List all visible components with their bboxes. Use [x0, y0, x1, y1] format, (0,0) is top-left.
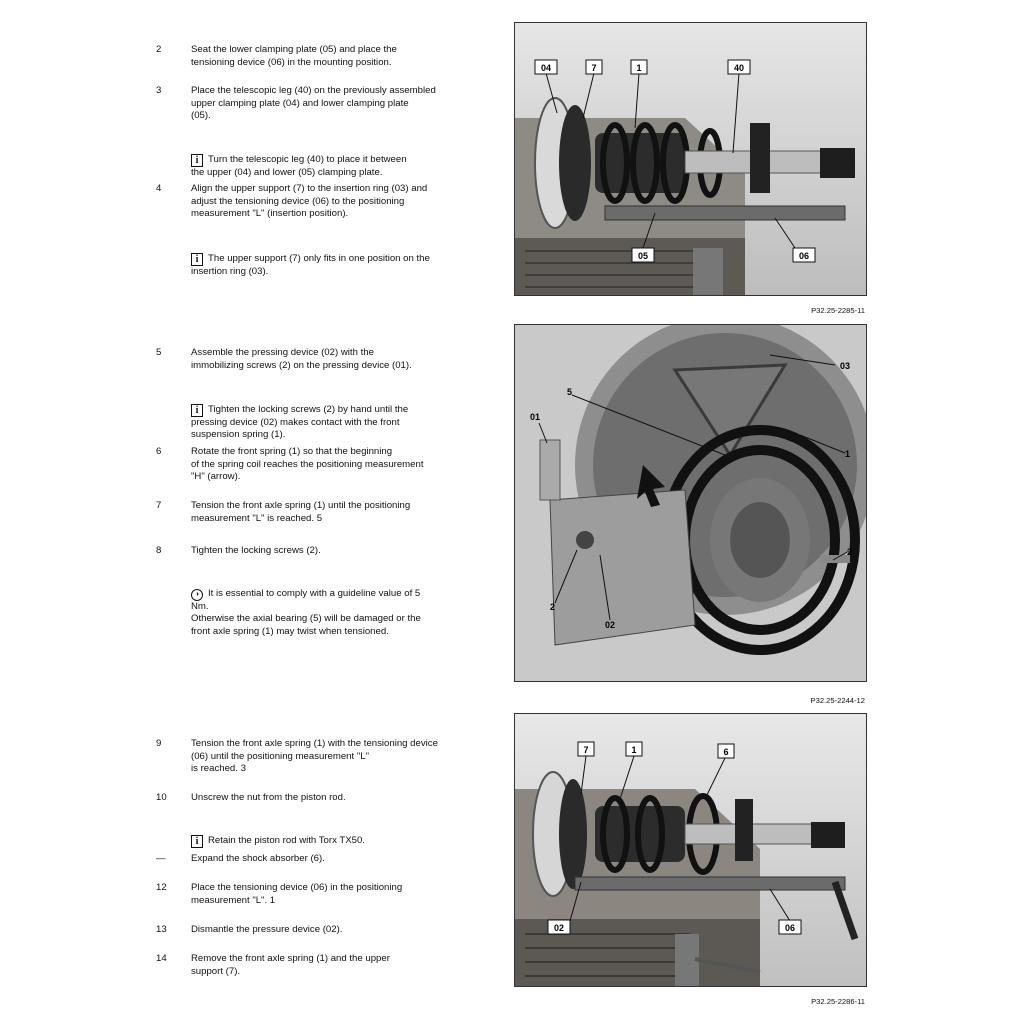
callout-1: 1 [636, 63, 642, 73]
step-number: 2 [156, 44, 162, 55]
step-text: Tension the front axle spring (1) with the tensioning device (06) until the positioning measurement "L" is reached. 3 [191, 738, 438, 774]
step-text: Assemble the pressing device (02) with the immobilizing screws (2) on the pressing device (01). [191, 347, 412, 371]
step-text: Seat the lower clamping plate (05) and place the tensioning device (06) in the mounting position. [191, 44, 397, 68]
callout-40: 40 [733, 63, 745, 73]
info-note [191, 391, 466, 442]
step-number: 7 [156, 500, 162, 511]
step-number: 14 [156, 953, 167, 964]
callout-6: 6 [723, 747, 729, 757]
callout-04: 04 [540, 63, 552, 73]
info-note [191, 240, 466, 278]
step-text: Dismantle the pressure device (02). [191, 924, 343, 935]
step-text: Tighten the locking screws (2). [191, 545, 321, 556]
info-icon: i [191, 404, 203, 417]
callout-5: 5 [567, 387, 573, 397]
step-text: Place the telescopic leg (40) on the previously assembled upper clamping plate (04) and lower clamping plate (05). [191, 85, 436, 121]
step-text: Place the tensioning device (06) in the positioning measurement "L". 1 [191, 882, 403, 906]
step-number: 9 [156, 738, 162, 749]
callout-1: 1 [845, 449, 851, 459]
figure-caption: P32.25-2286-11 [811, 997, 865, 1006]
figure-strut-mounting [514, 22, 867, 296]
note-text: It is essential to comply with a guideline value of 5 Nm. Otherwise the axial bearing (5) will be damaged or the front axle spring (1) may twist when tensioned. [191, 587, 421, 637]
callout-02: 02 [553, 923, 565, 933]
info-note [191, 141, 466, 179]
step-number: — [156, 853, 166, 864]
step-number: 3 [156, 85, 162, 96]
callout-06: 06 [784, 923, 796, 933]
note-text: Tighten the locking screws (2) by hand until the pressing device (02) makes contact with the front suspension spring (1). [191, 403, 409, 440]
info-icon: i [191, 835, 203, 848]
step-number: 5 [156, 347, 162, 358]
note-text: The upper support (7) only fits in one position on the insertion ring (03). [191, 252, 430, 277]
step-number: 12 [156, 882, 167, 893]
step-number: 13 [156, 924, 167, 935]
callout-01: 01 [530, 412, 541, 422]
callout-7: 7 [583, 745, 589, 755]
figure-caption: P32.25-2285-11 [811, 306, 865, 315]
step-number: 8 [156, 545, 162, 556]
info-icon: i [191, 154, 203, 167]
callout-06: 06 [798, 251, 810, 261]
step-text: Unscrew the nut from the piston rod. [191, 792, 346, 803]
figure-spring-removal [514, 713, 867, 987]
warning-note [191, 575, 466, 638]
step-number: 10 [156, 792, 167, 803]
info-icon: i [191, 253, 203, 266]
callout-2b: 2 [847, 547, 853, 557]
note-text: Turn the telescopic leg (40) to place it between the upper (04) and lower (05) clamping plate. [191, 153, 407, 178]
callout-1: 1 [631, 745, 637, 755]
callout-02: 02 [605, 620, 616, 630]
figure-caption: P32.25-2244-12 [810, 696, 865, 705]
step-text: Expand the shock absorber (6). [191, 853, 325, 864]
step-text: Remove the front axle spring (1) and the upper support (7). [191, 953, 390, 977]
callout-03: 03 [840, 361, 851, 371]
callout-2: 2 [550, 602, 556, 612]
step-text: Tension the front axle spring (1) until the positioning measurement "L" is reached. 5 [191, 500, 411, 524]
callout-7: 7 [591, 63, 597, 73]
note-text: Retain the piston rod with Torx TX50. [208, 834, 365, 846]
step-number: 4 [156, 183, 162, 194]
callout-05: 05 [637, 251, 649, 261]
warning-icon: ◑ [191, 589, 203, 601]
step-text: Align the upper support (7) to the insertion ring (03) and adjust the tensioning device (06) to the positioning measurement "L" (insertion position). [191, 183, 428, 219]
figure-pressing-device [514, 324, 867, 682]
info-note [191, 822, 466, 848]
step-number: 6 [156, 446, 162, 457]
step-text: Rotate the front spring (1) so that the beginning of the spring coil reaches the positioning measurement "H" (arrow). [191, 446, 424, 482]
